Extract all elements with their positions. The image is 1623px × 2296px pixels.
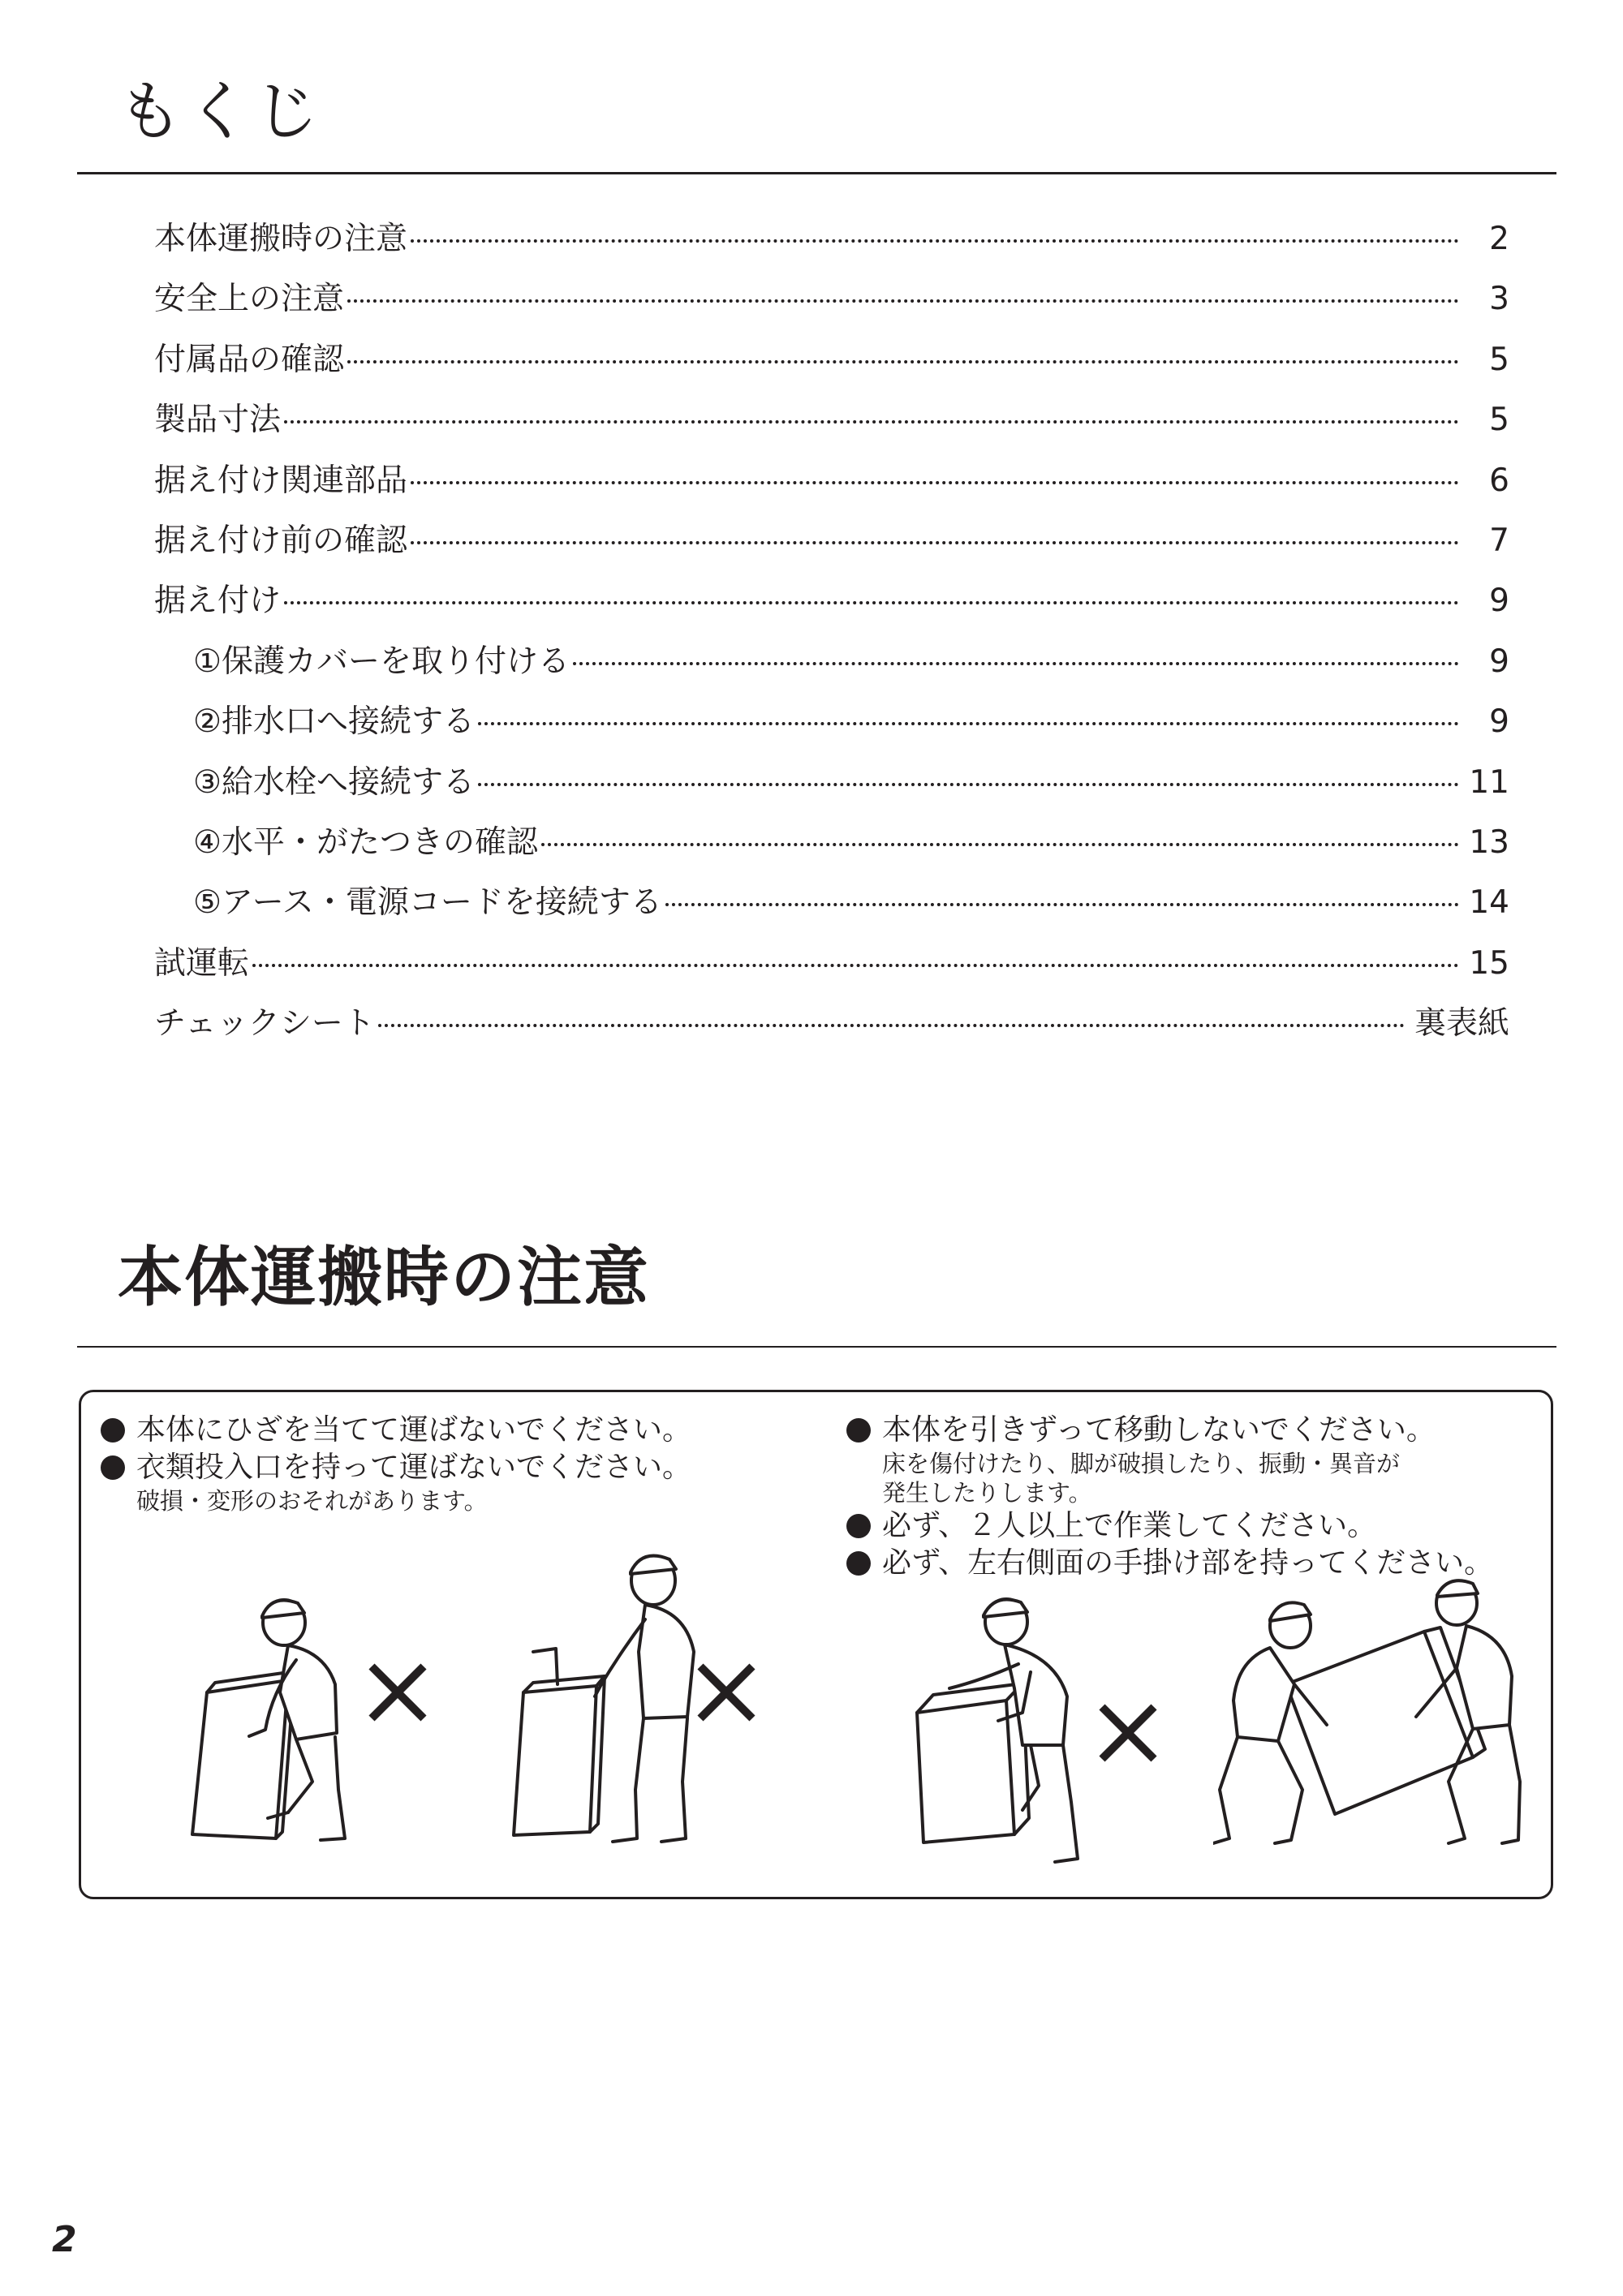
toc-entry[interactable] xyxy=(154,994,1509,1054)
toc-entry-label: チェックシート xyxy=(154,1005,375,1043)
caution-text: 本体を引きずって移動しないでください。 xyxy=(882,1413,1436,1447)
bullet-dot-icon xyxy=(846,1418,871,1443)
toc-leader-dots xyxy=(252,964,1459,967)
toc-entry-page: 9 xyxy=(1489,643,1509,680)
toc-entry-page: 11 xyxy=(1469,763,1509,801)
toc-entry-page: 6 xyxy=(1489,462,1509,499)
toc-entry-label: ②排水口へ接続する xyxy=(193,703,475,741)
toc-entry[interactable] xyxy=(154,390,1509,450)
toc-entry-label: ①保護カバーを取り付ける xyxy=(193,643,570,680)
toc-entry-label: ③給水栓へ接続する xyxy=(193,763,475,801)
toc-leader-dots xyxy=(478,722,1459,725)
toc-leader-dots xyxy=(478,783,1459,786)
caution-box xyxy=(79,1390,1553,1899)
toc-entry-label: ⑤アース・電源コードを接続する xyxy=(193,884,662,922)
toc-entry-page: 15 xyxy=(1469,944,1509,982)
toc-entry-page: 14 xyxy=(1469,884,1509,922)
toc-subentry[interactable] xyxy=(154,632,1509,692)
toc-entry-page: 7 xyxy=(1489,522,1509,559)
toc-entry[interactable] xyxy=(154,451,1509,511)
toc-leader-dots xyxy=(284,420,1459,424)
toc-leader-dots xyxy=(411,481,1459,484)
toc-entry-label: 本体運搬時の注意 xyxy=(154,221,408,257)
caution-bullet xyxy=(846,1412,1544,1449)
caution-note: 破損・変形のおそれがあります。 xyxy=(136,1487,488,1515)
bullet-dot-icon xyxy=(846,1514,871,1538)
toc-entry-label: 安全上の注意 xyxy=(154,281,345,318)
toc-entry[interactable] xyxy=(154,511,1509,571)
bullet-dot-icon xyxy=(846,1551,871,1576)
toc-entry-label: 据え付け前の確認 xyxy=(154,522,408,559)
toc-entry-page: 9 xyxy=(1489,703,1509,741)
toc-title: もくじ xyxy=(118,74,322,149)
caution-text: 必ず、左右側面の手掛け部を持ってください。 xyxy=(882,1546,1494,1580)
two-person-carry-illustration xyxy=(1213,1554,1530,1879)
section-title: 本体運搬時の注意 xyxy=(118,1240,650,1315)
caution-bullet xyxy=(101,1449,847,1486)
caution-text: 衣類投入口を持って運ばないでください。 xyxy=(136,1451,692,1484)
prohibited-x-icon xyxy=(365,1660,430,1725)
prohibited-x-icon xyxy=(694,1660,759,1725)
caution-note: 発生したりします。 xyxy=(882,1479,1092,1507)
toc-entry-page: 裏表紙 xyxy=(1414,1005,1509,1043)
toc-entry-label: ④水平・がたつきの確認 xyxy=(193,823,538,861)
caution-note: 床を傷付けたり、脚が破損したり、振動・異音が xyxy=(882,1450,1401,1477)
toc-entry-page: 2 xyxy=(1489,221,1509,257)
toc-subentry[interactable] xyxy=(154,692,1509,752)
toc-entry-label: 試運転 xyxy=(154,944,250,982)
toc-leader-dots xyxy=(378,1024,1405,1027)
toc-entry-page: 3 xyxy=(1489,281,1509,318)
toc-leader-dots xyxy=(573,662,1459,665)
toc-leader-dots xyxy=(411,239,1459,243)
caution-column-left xyxy=(101,1412,847,1516)
toc-subentry[interactable] xyxy=(154,813,1509,873)
toc-entry[interactable] xyxy=(154,330,1509,390)
toc-leader-dots xyxy=(541,843,1459,846)
toc-leader-dots xyxy=(347,360,1459,363)
bullet-dot-icon xyxy=(101,1418,125,1443)
toc-entry[interactable] xyxy=(154,934,1509,994)
caution-text: 本体にひざを当てて運ばないでください。 xyxy=(136,1413,692,1447)
page-number: 2 xyxy=(52,2219,77,2260)
toc-entry-label: 据え付け xyxy=(154,583,282,620)
toc-entry-page: 5 xyxy=(1489,341,1509,378)
toc-entry[interactable] xyxy=(154,269,1509,329)
toc-entry-page: 9 xyxy=(1489,583,1509,620)
toc-entry-page: 5 xyxy=(1489,402,1509,439)
toc-entry[interactable] xyxy=(154,209,1509,269)
toc-subentry[interactable] xyxy=(154,873,1509,933)
toc-leader-dots xyxy=(665,903,1459,906)
toc-entry-label: 付属品の確認 xyxy=(154,341,345,378)
toc-entry-label: 製品寸法 xyxy=(154,402,282,439)
toc-leader-dots xyxy=(347,299,1459,303)
toc-leader-dots xyxy=(411,541,1459,544)
toc-entry-label: 据え付け関連部品 xyxy=(154,462,408,499)
prohibited-x-icon xyxy=(1096,1701,1160,1765)
bullet-dot-icon xyxy=(101,1455,125,1480)
carry-with-knee-illustration xyxy=(174,1571,442,1879)
toc-list xyxy=(154,209,1509,1054)
toc-subentry[interactable] xyxy=(154,753,1509,813)
toc-title-rule xyxy=(77,172,1556,174)
section-title-rule xyxy=(77,1346,1556,1348)
caution-text: 必ず、２人以上で作業してください。 xyxy=(882,1509,1377,1542)
caution-bullet xyxy=(101,1412,847,1449)
toc-entry-page: 13 xyxy=(1469,823,1509,861)
caution-bullet xyxy=(846,1507,1544,1545)
toc-entry[interactable] xyxy=(154,571,1509,631)
toc-leader-dots xyxy=(284,601,1459,604)
